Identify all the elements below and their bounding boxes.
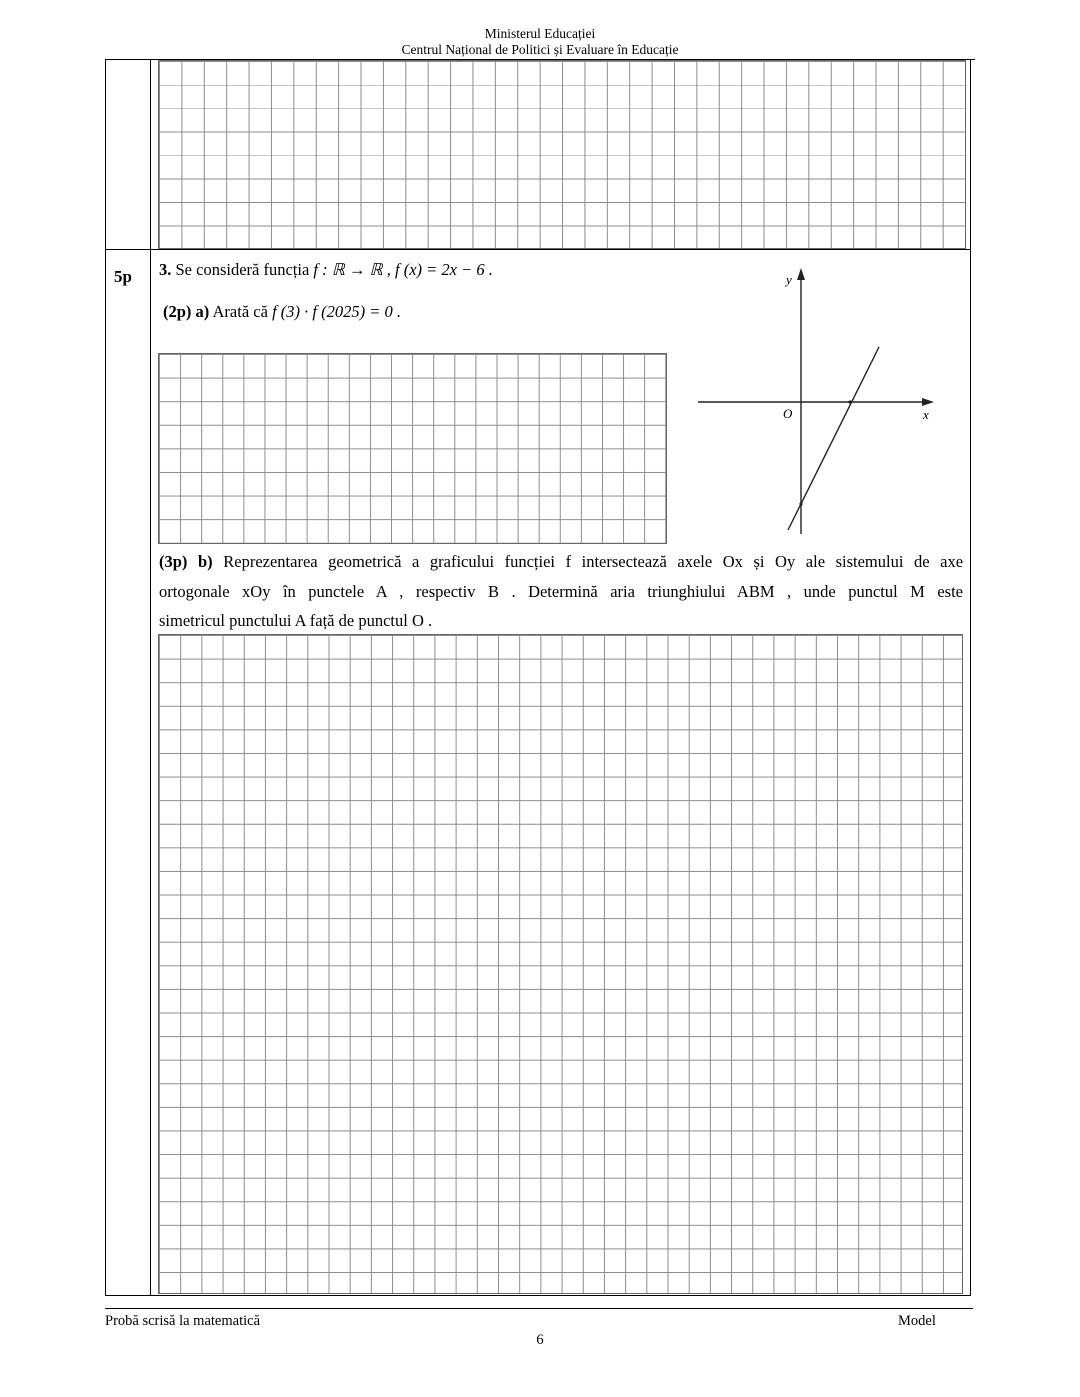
table-bottom-border [105,1295,971,1296]
header-ministry: Ministerul Educației [484,26,596,41]
footer-left: Probă scrisă la matematică [105,1313,261,1329]
part-a-points: (2p) [163,302,192,321]
part-b-label: b) [198,552,213,571]
answer-grid-previous[interactable] [158,60,966,249]
part-b-text-1: Reprezentarea geometrică a graficului funcției f intersectează axele Ox și Oy ale sistemului de axe [223,552,964,571]
answer-grid-part-a[interactable] [158,353,667,544]
part-b-line-2: ortogonale xOy în punctele A , respectiv B . Determină aria triunghiului ABM , unde punctul M este [159,581,963,601]
points-label: 5p [114,267,132,286]
part-a-formula: f (3) · f (2025) = 0 . [272,302,401,321]
part-b-line-3: simetricul punctului A față de punctul O . [159,611,433,630]
table-row-divider [105,249,971,250]
origin-label: O [783,406,793,421]
function-graph [690,262,950,542]
footer-right: Model [898,1313,936,1329]
table-column-divider [150,59,151,1296]
exercise-number: 3. [159,260,172,279]
exercise-statement-text: Se consideră funcția [175,260,310,279]
part-a-text: Arată că [212,302,268,321]
exercise-statement [159,260,493,280]
answer-grid-part-b[interactable] [158,634,963,1294]
header-center: Centrul Național de Politici și Evaluare în Educație [401,42,679,57]
intersection-point-y [799,502,802,505]
function-definition: f : ℝ → ℝ , f (x) = 2x − 6 . [313,260,493,279]
part-b-line-1 [159,547,963,577]
part-b-points: (3p) [159,552,188,571]
intersection-point-x [848,400,851,403]
table-left-border [105,59,106,1296]
footer-rule [105,1308,973,1309]
x-axis-arrow [922,398,934,406]
page-number: 6 [536,1332,544,1348]
part-a [163,302,401,322]
part-b [159,547,963,636]
y-axis-label: y [786,272,792,287]
table-right-border [970,59,971,1296]
y-axis-arrow [797,268,805,280]
x-axis-label: x [923,407,929,422]
part-a-label: a) [195,302,210,321]
